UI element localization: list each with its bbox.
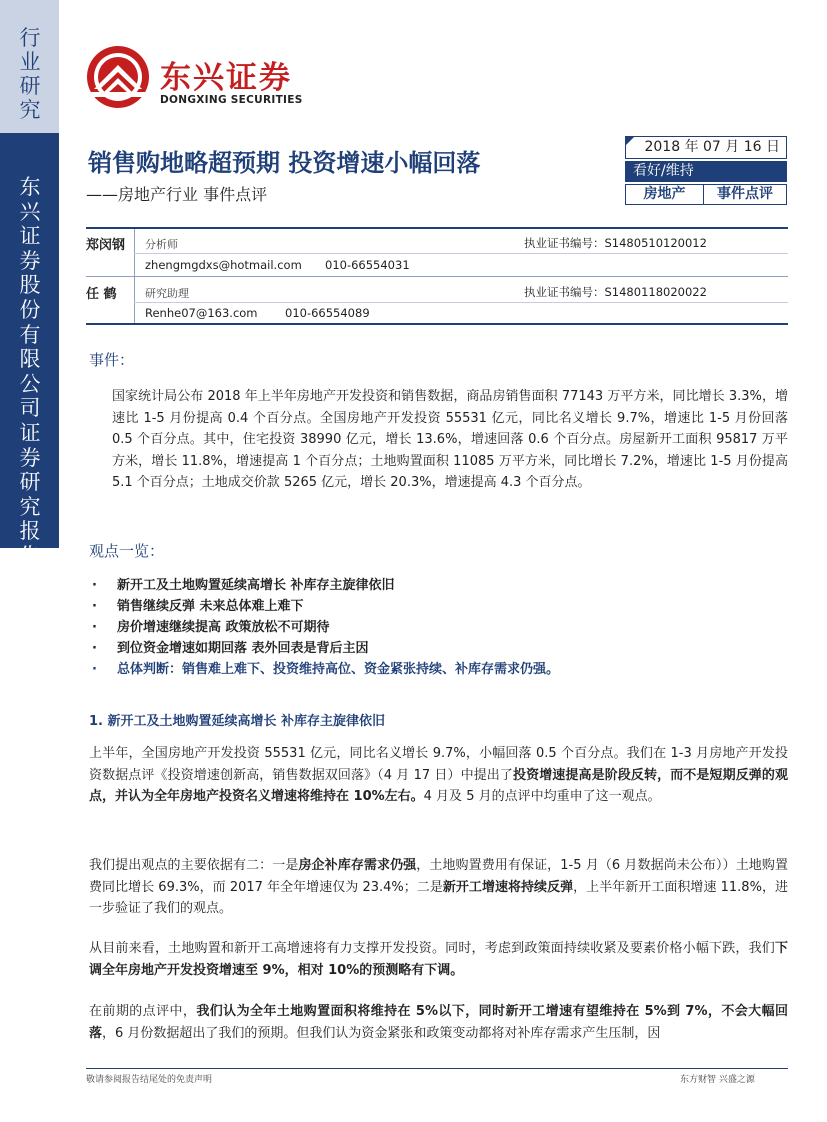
analyst-1-name: 郑闵钢 xyxy=(86,238,126,253)
paragraph-text: ，上半年新开工面积增速 11.8%，进一步验证了我们的观点。 xyxy=(89,879,788,916)
paragraph-text: 我们提出观点的主要依据有二：一是 xyxy=(89,858,299,873)
bullet-dot-icon: · xyxy=(92,620,97,635)
report-type-tag: 事件点评 xyxy=(703,184,787,205)
analyst-2-phone: 010-66554089 xyxy=(285,306,370,320)
paragraph-emphasis: 新开工增速将持续反弹 xyxy=(442,879,574,895)
analyst-top-rule xyxy=(86,227,788,229)
sidebar-company-panel xyxy=(0,133,59,568)
views-item xyxy=(89,638,789,659)
sidebar-category-panel xyxy=(0,0,59,133)
analyst-1-phone: 010-66554031 xyxy=(325,258,410,272)
section1-paragraph-4 xyxy=(89,1001,788,1044)
bullet-dot-icon: · xyxy=(92,641,97,656)
views-summary-text: 总体判断：销售难上难下、投资维持高位、资金紧张持续、补库存需求仍强。 xyxy=(117,662,560,677)
bullet-dot-icon: · xyxy=(92,599,97,614)
analyst-2-email: Renhe07@163.com xyxy=(145,306,258,320)
section1-paragraph-1 xyxy=(89,743,788,808)
analyst-1-divider xyxy=(134,253,788,254)
analyst-2-role: 研究助理 xyxy=(145,287,189,300)
report-date-box xyxy=(625,136,787,159)
report-subtitle: ——房地产行业 事件点评 xyxy=(86,185,268,204)
analyst-2-cert: 执业证书编号：S1480118020022 xyxy=(524,285,707,299)
paragraph-text: 上半年，全国房地产开发投资 55531 亿元，同比名义增长 9.7%，小幅回落 0.5 个百分点。我们在 1-3 月房地产开发投资数据点评《投资增速创新高，销售数据双回落》（4 月 17 日）中提出了 xyxy=(89,746,788,783)
analyst-1-cert: 执业证书编号：S1480510120012 xyxy=(524,236,707,250)
paragraph-emphasis: 我们认为全年土地购置面积将维持在 5%以下，同时新开工增速有望维持在 5%到 7%，不会大幅回落 xyxy=(89,1004,788,1041)
dongxing-logo-icon xyxy=(86,45,150,109)
analyst-2-name: 任 鹤 xyxy=(86,287,117,302)
section1-paragraph-3 xyxy=(89,938,788,981)
views-item-summary xyxy=(89,659,789,680)
rating-badge: 看好/维持 xyxy=(625,161,787,182)
analyst-bottom-rule xyxy=(86,323,788,325)
report-title: 销售购地略超预期 投资增速小幅回落 xyxy=(88,149,481,177)
analyst-1-role: 分析师 xyxy=(145,238,178,251)
views-item-text: 房价增速继续提高 政策放松不可期待 xyxy=(117,620,330,635)
paragraph-text: 在前期的点评中， xyxy=(89,1004,197,1019)
views-item xyxy=(89,617,789,638)
sidebar-category-label: 行业研究 xyxy=(19,26,41,122)
paragraph-emphasis: 房企补库存需求仍强 xyxy=(298,858,417,873)
sidebar-company-label: 东兴证券股份有限公司证券研究报告 xyxy=(19,175,41,568)
paragraph-text: ，6 月份数据超出了我们的预期。但我们认为资金紧张和政策变动都将对补库存需求产生压制，因 xyxy=(102,1025,661,1041)
views-heading: 观点一览： xyxy=(89,542,165,560)
report-date: 2018 年 07 月 16 日 xyxy=(644,139,780,155)
views-item-text: 销售继续反弹 未来总体难上难下 xyxy=(117,599,304,614)
corner-mark-icon xyxy=(626,137,634,145)
logo-name-en: DONGXING SECURITIES xyxy=(160,94,303,106)
footer-slogan: 东方财智 兴盛之源 xyxy=(680,1075,755,1085)
analyst-2-divider xyxy=(134,302,788,303)
event-heading: 事件： xyxy=(89,351,135,369)
views-list xyxy=(89,575,789,680)
footer-rule xyxy=(86,1068,788,1069)
logo-name-cn: 东兴证券 xyxy=(160,60,292,96)
section1-heading: 1. 新开工及土地购置延续高增长 补库存主旋律依旧 xyxy=(89,714,386,729)
paragraph-text: 4 月及 5 月的点评中均重申了这一观点。 xyxy=(423,789,661,804)
paragraph-text: ，土地购置费用有保证，1-5 月（6 月数据尚未公布））土地购置费同比增长 69.3%，而 2017 年全年增速仅为 23.4%；二是 xyxy=(89,858,788,895)
analyst-1-email: zhengmgdxs@hotmail.com xyxy=(145,258,302,272)
views-item-text: 新开工及土地购置延续高增长 补库存主旋律依旧 xyxy=(117,578,395,593)
views-item xyxy=(89,596,789,617)
industry-tag: 房地产 xyxy=(625,184,704,205)
paragraph-emphasis: 投资增速提高是阶段反转，而不是短期反弹的观点，并认为全年房地产投资名义增速将维持在 10%左右。 xyxy=(89,767,788,804)
views-item xyxy=(89,575,789,596)
section1-paragraph-2 xyxy=(89,855,788,920)
views-item-text: 到位资金增速如期回落 表外回表是背后主因 xyxy=(117,641,369,656)
bullet-dot-icon: · xyxy=(92,662,97,677)
footer-disclaimer: 敬请参阅报告结尾处的免责声明 xyxy=(86,1075,213,1085)
paragraph-emphasis: 下调全年房地产开发投资增速至 9%，相对 10%的预测略有下调。 xyxy=(89,941,788,978)
event-text: 国家统计局公布 2018 年上半年房地产开发投资和销售数据，商品房销售面积 77143 万平方米，同比增长 3.3%，增速比 1-5 月份提高 0.4 个百分点。全国房地产开发投资 55531 亿元，同比名义增长 9.7%，增速比 1-5 月份回落 0.5 个百分点。其中，住宅投资 38990 亿元，增长 13.6%，增速回落 0.6 个百分点。房屋新开工面积 95817 万平方米，增长 11.8%，增速提高 1 个百分点；土地购置面积 11085 万平方米，同比增长 7.2%，增速比 1-5 月份提高 5.1 个百分点；土地成交价款 5265 亿元，增长 20.3%，增速提高 4.3 个百分点。 xyxy=(112,389,788,490)
analyst-middle-rule xyxy=(86,276,788,277)
bullet-dot-icon: · xyxy=(92,578,97,593)
paragraph-text: 从目前来看，土地购置和新开工高增速将有力支撑开发投资。同时，考虑到政策面持续收紧及要素价格小幅下跌，我们 xyxy=(89,941,775,956)
